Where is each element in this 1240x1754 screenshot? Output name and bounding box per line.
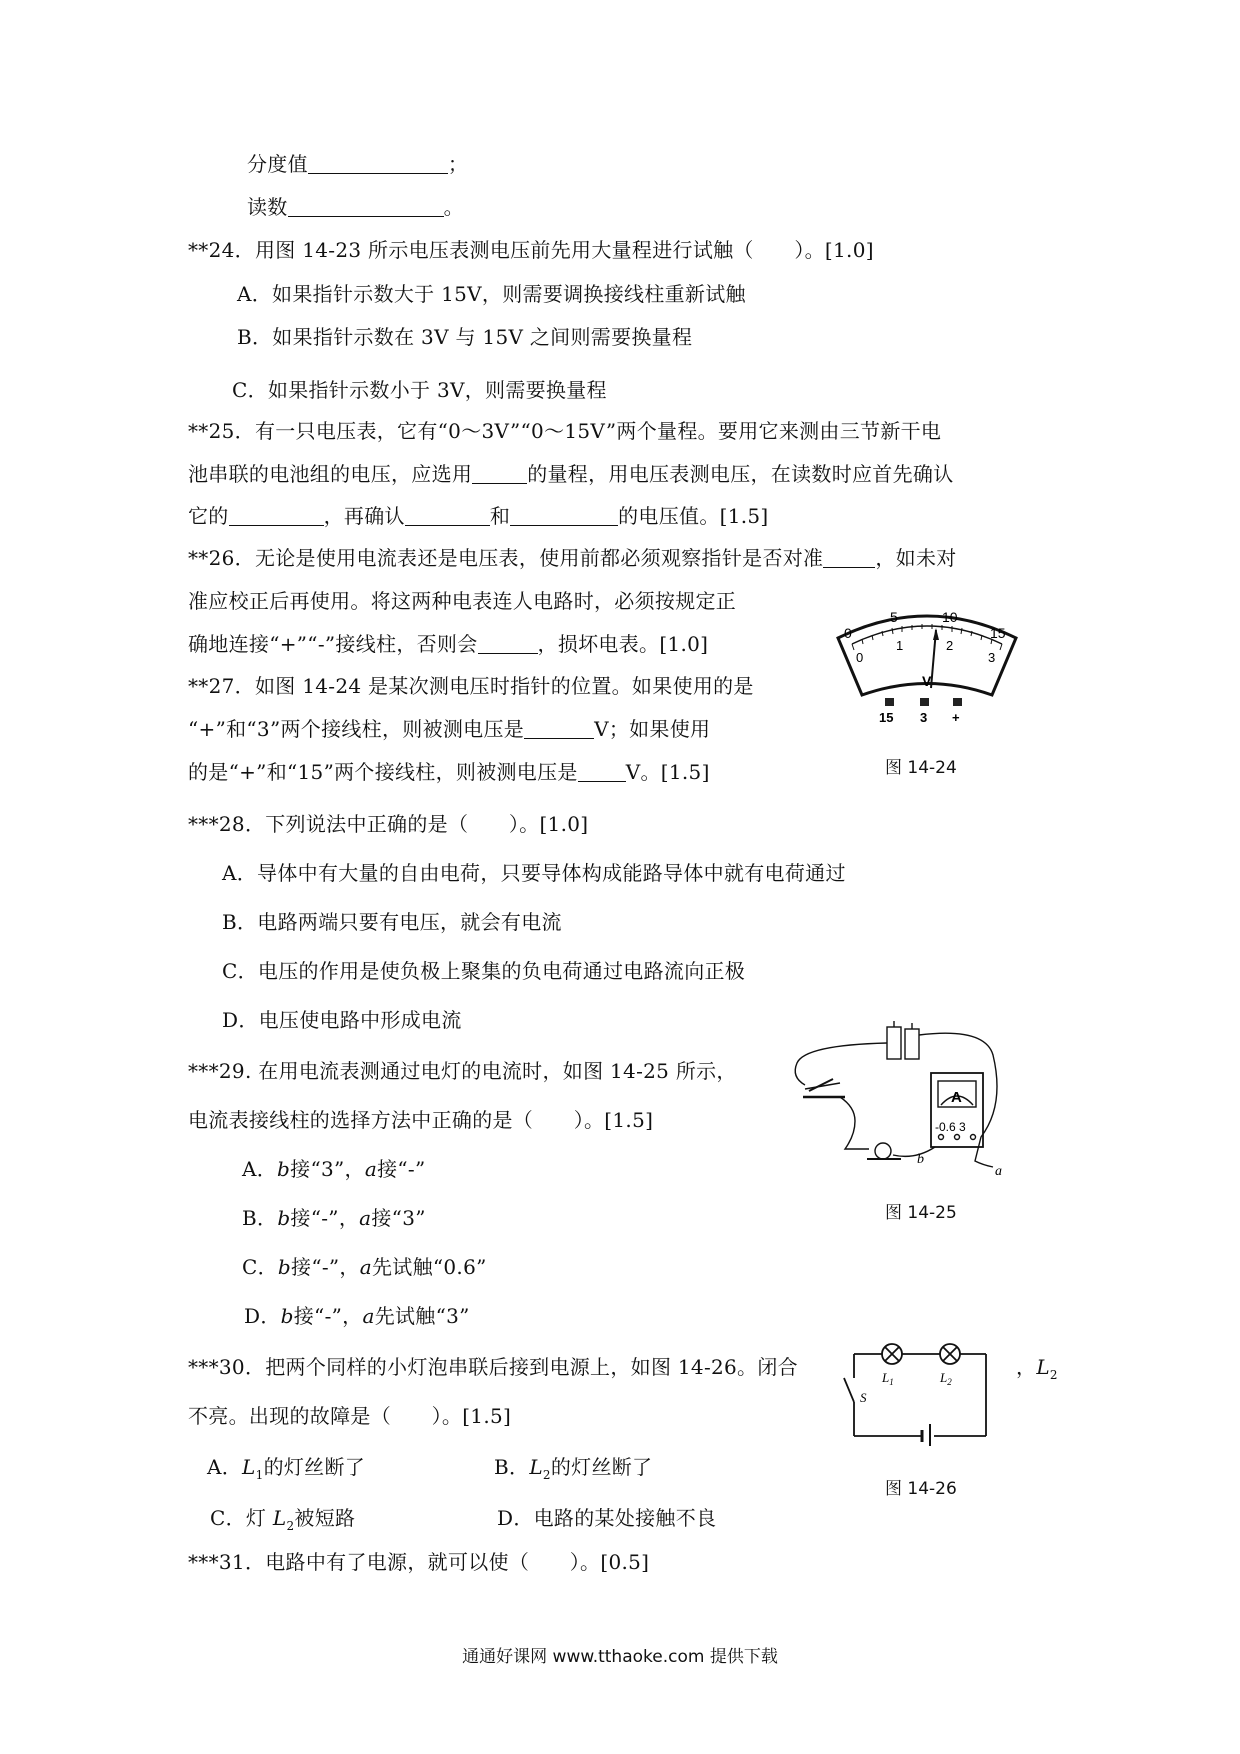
q29-option-d: D．b接“-”，a先试触“3” — [244, 1304, 470, 1328]
answer-blank[interactable] — [308, 153, 448, 174]
answer-blank[interactable] — [229, 505, 324, 526]
series-circuit-figure — [838, 1336, 996, 1446]
answer-blank[interactable] — [478, 633, 538, 654]
q30-option-a: A．$L_1$的灯丝断了 — [207, 1455, 366, 1482]
dial-lower-tick-3: 3 — [988, 650, 996, 665]
dial-upper-tick-0: 0 — [844, 625, 852, 641]
voltmeter-dial-figure — [832, 600, 1022, 725]
answer-blank[interactable] — [405, 505, 490, 526]
answer-blank[interactable] — [524, 718, 594, 739]
q29-option-b: B．b接“-”，a接“3” — [242, 1206, 426, 1230]
q24-option-a: A．如果指针示数大于 15V，则需要调换接线柱重新试触 — [237, 282, 746, 306]
q30-line1-tail: ，$L_2$ — [1016, 1355, 1058, 1382]
q28-option-b: B．电路两端只要有电压，就会有电流 — [222, 910, 562, 934]
q26-line2: 准应校正后再使用。将这两种电表连人电路时，必须按规定正 — [188, 589, 737, 613]
answer-blank[interactable] — [578, 761, 626, 782]
q27-line1: **27．如图 14-24 是某次测电压时指针的位置。如果使用的是 — [188, 674, 754, 698]
ammeter-symbol: A — [951, 1089, 962, 1106]
q26-line1: **26．无论是使用电流表还是电压表，使用前都必须观察指针是否对准 ，如未对 — [188, 546, 957, 570]
q29-line2: 电流表接线柱的选择方法中正确的是（ ）。[1.5] — [188, 1108, 654, 1132]
lamp-label-l2: $L_2$ — [940, 1370, 952, 1387]
terminal-3: 3 — [920, 710, 928, 725]
dial-unit: V — [922, 673, 932, 689]
q31-stem: ***31．电路中有了电源，就可以使（ ）。[0.5] — [188, 1550, 650, 1574]
q29-option-c: C．b接“-”，a先试触“0.6” — [242, 1255, 487, 1279]
switch-label: S — [860, 1390, 867, 1405]
q24-option-b: B．如果指针示数在 3V 与 15V 之间则需要换量程 — [237, 325, 693, 349]
q24-stem: **24．用图 14-23 所示电压表测电压前先用大量程进行试触（ ）。[1.0] — [188, 238, 874, 262]
ammeter-terminals: -0.6 3 — [935, 1120, 966, 1134]
q30-line2: 不亮。出现的故障是（ ）。[1.5] — [188, 1404, 512, 1428]
q28-stem: ***28．下列说法中正确的是（ ）。[1.0] — [188, 812, 589, 836]
page-footer: 通通好课网 www.tthaoke.com 提供下载 — [462, 1647, 778, 1667]
q25-line1: **25．有一只电压表，它有“0～3V”“0～15V”两个量程。要用它来测由三节新干电 — [188, 419, 942, 443]
figure-caption-14-26: 图 14-26 — [885, 1479, 957, 1499]
ammeter-circuit-figure — [785, 1015, 1015, 1180]
dial-upper-tick-15: 15 — [990, 625, 1006, 641]
q30-option-b: B．$L_2$的灯丝断了 — [494, 1455, 653, 1482]
q23-dushu-line: 读数 。 — [247, 195, 464, 219]
q25-line2: 池串联的电池组的电压，应选用 的量程，用电压表测电压，在读数时应首先确认 — [188, 462, 954, 486]
q28-option-c: C．电压的作用是使负极上聚集的负电荷通过电路流向正极 — [222, 959, 746, 983]
terminal-plus: + — [952, 710, 960, 725]
answer-blank[interactable] — [510, 505, 618, 526]
dial-upper-tick-5: 5 — [890, 609, 898, 625]
q25-line3: 它的 ，再确认 和 的电压值。[1.5] — [188, 504, 769, 528]
dial-lower-tick-1: 1 — [896, 638, 904, 653]
terminal-15: 15 — [879, 710, 894, 725]
answer-blank[interactable] — [823, 547, 875, 568]
q28-option-a: A．导体中有大量的自由电荷，只要导体构成能路导体中就有电荷通过 — [222, 861, 846, 885]
q23-fendu-line: 分度值 ； — [247, 152, 469, 176]
answer-blank[interactable] — [288, 196, 444, 217]
dial-lower-tick-0: 0 — [856, 650, 864, 665]
q30-option-d: D．电路的某处接触不良 — [497, 1506, 717, 1530]
q24-option-c: C．如果指针示数小于 3V，则需要换量程 — [232, 378, 607, 402]
wire-label-b: b — [917, 1152, 924, 1167]
q30-option-c: C．灯 $L_2$被短路 — [210, 1506, 356, 1533]
figure-caption-14-24: 图 14-24 — [885, 758, 957, 778]
q29-option-a: A．b接“3”，a接“-” — [242, 1157, 426, 1181]
wire-label-a: a — [995, 1164, 1002, 1179]
lamp-label-l1: $L_1$ — [882, 1370, 894, 1387]
dial-upper-tick-10: 10 — [942, 609, 958, 625]
q26-line3: 确地连接“+”“-”接线柱，否则会 ，损坏电表。[1.0] — [188, 632, 709, 656]
q27-line2: “+”和“3”两个接线柱，则被测电压是 V；如果使用 — [188, 717, 711, 741]
answer-blank[interactable] — [472, 463, 527, 484]
q28-option-d: D．电压使电路中形成电流 — [222, 1008, 462, 1032]
dial-lower-tick-2: 2 — [946, 638, 954, 653]
figure-caption-14-25: 图 14-25 — [885, 1203, 957, 1223]
q30-line1: ***30．把两个同样的小灯泡串联后接到电源上，如图 14-26。闭合 — [188, 1355, 798, 1379]
q27-line3: 的是“+”和“15”两个接线柱，则被测电压是 V。[1.5] — [188, 760, 710, 784]
q29-line1: ***29. 在用电流表测通过电灯的电流时，如图 14-25 所示， — [188, 1059, 737, 1083]
